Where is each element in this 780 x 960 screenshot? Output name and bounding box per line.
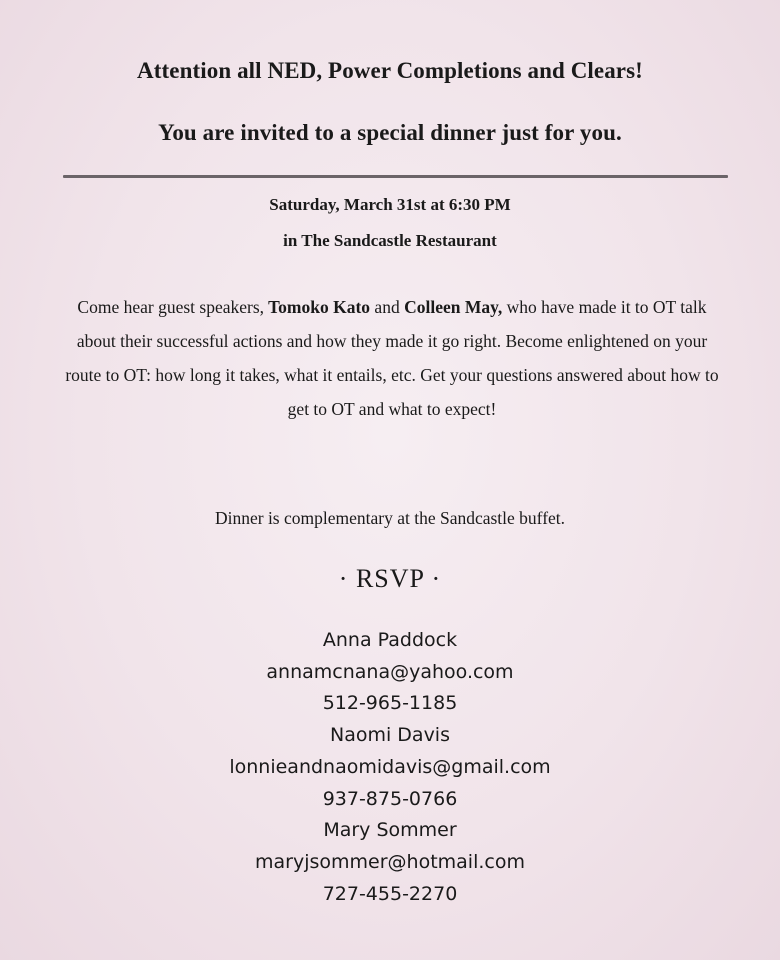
event-datetime: Saturday, March 31st at 6:30 PM — [269, 195, 511, 214]
description-intro: Come hear guest speakers, — [77, 297, 265, 317]
rsvp-contacts — [0, 625, 780, 910]
event-location: in The Sandcastle Restaurant — [283, 231, 497, 250]
rsvp-label: · RSVP · — [338, 564, 442, 593]
description-rest: who have made it to OT talk about their successful actions and how they made it go right. Become enlightened on your route to OT: how long it takes, what it entails, etc. Get your questions answered about how to get to OT and what to expect! — [65, 297, 719, 419]
contact-email[interactable]: maryjsommer@hotmail.com — [255, 850, 525, 873]
contact-phone[interactable]: 937-875-0766 — [322, 787, 458, 810]
event-description — [62, 290, 722, 426]
dinner-note: Dinner is complementary at the Sandcastle buffet. — [214, 508, 566, 528]
contact-email[interactable]: annamcnana@yahoo.com — [266, 660, 514, 683]
contact-phone[interactable]: 512-965-1185 — [322, 692, 458, 715]
heading-line-2: You are invited to a special dinner just for you. — [158, 120, 622, 145]
speaker-1-name: Tomoko Kato — [268, 297, 371, 317]
divider-line — [63, 175, 728, 178]
description-and: and — [374, 297, 400, 317]
speaker-2-name: Colleen May, — [404, 297, 503, 317]
contact-email[interactable]: lonnieandnaomidavis@gmail.com — [229, 755, 551, 778]
contact-name: Naomi Davis — [329, 724, 450, 747]
contact-name: Anna Paddock — [322, 629, 458, 651]
contact-name: Mary Sommer — [323, 819, 457, 842]
contact-phone[interactable]: 727-455-2270 — [322, 882, 458, 905]
heading-line-1: Attention all NED, Power Completions and Clears! — [137, 58, 643, 83]
